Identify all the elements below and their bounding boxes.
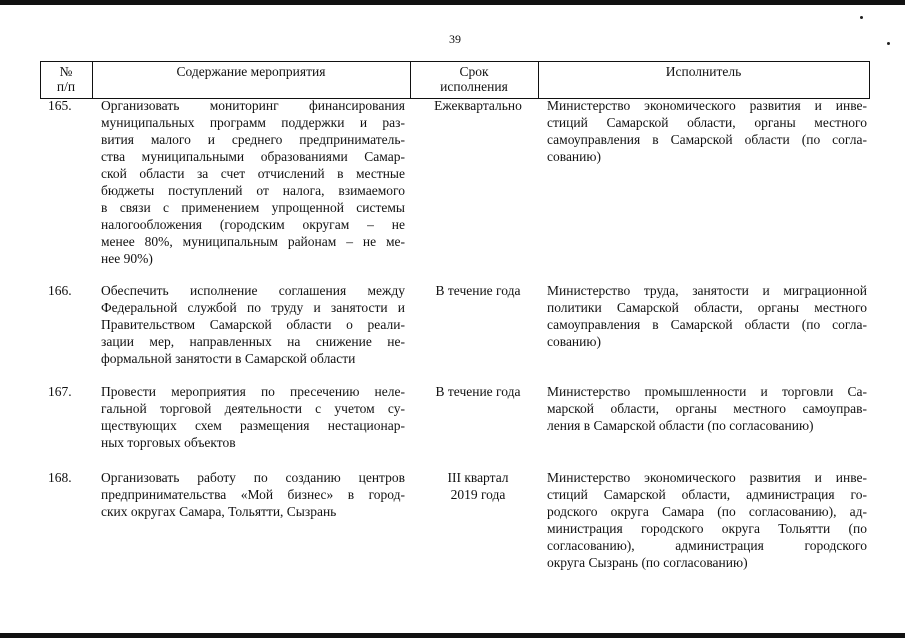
page-number: 39 (449, 32, 461, 46)
scan-speck (887, 42, 890, 45)
measures-table (40, 61, 870, 570)
table-header (40, 61, 870, 99)
row-content: Организовать работу по созданию центров предпринимательства «Мой бизнес» в город- ских округах Самара, Тольятти, Сызрань (101, 470, 405, 519)
header-term: Срок исполнения (440, 64, 508, 94)
row-number: 165. (48, 98, 72, 113)
row-content: Обеспечить исполнение соглашения между Федеральной службой по труду и занятости и Правительством Самарской области о реали- зации мер, направленных на снижение не- формальной занятости в Самарской области (101, 283, 405, 366)
row-content: Организовать мониторинг финансирования муниципальных программ поддержки и раз- вития малого и среднего предприниматель- ства муниципальными образованиями Самар- ской области за счет отчислений в местные бюджеты поступлений от налога, взимаемого в связи с применением упрощенной системы налогообложения (городским округам – не менее 80%, муниципальным районам – не ме- нее 90%) (101, 98, 405, 266)
scan-top-edge (0, 0, 905, 5)
scan-bottom-edge (0, 633, 905, 638)
row-number: 168. (48, 470, 72, 485)
row-executor: Министерство экономического развития и инве- стиций Самарской области, органы местного самоуправления в Самарской области (по согла- сованию) (547, 98, 867, 164)
header-executor: Исполнитель (665, 64, 742, 79)
row-term: Ежеквартально (434, 98, 522, 113)
row-term: III квартал 2019 года (447, 470, 509, 502)
row-number: 166. (48, 283, 72, 298)
scan-speck (860, 16, 863, 19)
row-term: В течение года (435, 384, 521, 399)
row-content: Провести мероприятия по пресечению неле- гальной торговой деятельности с учетом су- ществующих схем размещения нестационар- ных торговых объектов (101, 384, 405, 450)
row-executor: Министерство экономического развития и инве- стиций Самарской области, администрация го- родского округа Самара (по согласованию), ад- министрация городского округа Тольятти (по согласованию), администрация городского округа Сызрань (по согласованию) (547, 470, 867, 570)
header-number: № п/п (56, 64, 76, 94)
row-executor: Министерство труда, занятости и миграционной политики Самарской области, органы местного самоуправления в Самарской области (по согла- сованию) (547, 283, 867, 349)
row-executor: Министерство промышленности и торговли Са- марской области, органы местного самоуправ- ления в Самарской области (по согласованию) (547, 384, 867, 433)
row-number: 167. (48, 384, 72, 399)
row-term: В течение года (435, 283, 521, 298)
header-content: Содержание мероприятия (176, 64, 326, 79)
